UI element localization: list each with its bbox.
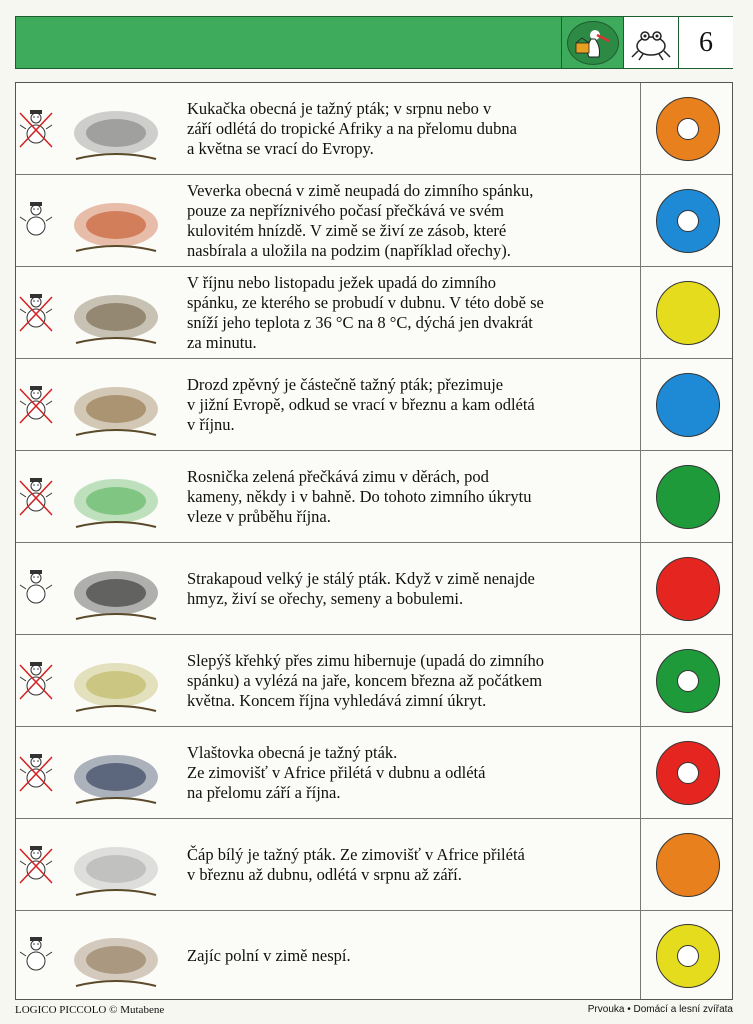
color-ring[interactable] (656, 741, 720, 805)
animal-row (16, 83, 732, 175)
animal-table (15, 82, 733, 1000)
swallow-icon (56, 733, 186, 818)
animal-row (16, 819, 732, 911)
frog-header-box (623, 17, 678, 68)
animal-row (16, 635, 732, 727)
ring-hole (677, 118, 699, 140)
crossed-snowman-icon (18, 475, 54, 519)
page-number: 6 (678, 17, 733, 68)
animal-description: Zajíc polní v zimě nespí. (187, 946, 351, 965)
animal-description: Kukačka obecná je tažný pták; v srpnu nebo v září odlétá do tropické Afriky a na přelomu dubna a května se vrací do Evropy. (187, 99, 517, 158)
stork-badge-box (561, 17, 623, 68)
snowman-icon (18, 567, 54, 611)
woodpecker-icon (56, 549, 186, 634)
animal-row (16, 175, 732, 267)
frog-icon (56, 457, 186, 542)
ring-hole (677, 945, 699, 967)
subject-footer: Prvouka • Domácí a lesní zvířata (587, 1004, 733, 1015)
ring-hole (677, 762, 699, 784)
stork-icon (56, 825, 186, 910)
color-ring[interactable] (656, 465, 720, 529)
snowman-icon (18, 199, 54, 243)
ring-hole (677, 210, 699, 232)
squirrel-icon (56, 181, 186, 266)
animal-description: Strakapoud velký je stálý pták. Když v zimě nenajde hmyz, živí se ořechy, semeny a bobulemi. (187, 569, 535, 608)
color-ring[interactable] (656, 649, 720, 713)
animal-row (16, 451, 732, 543)
publisher-footer: LOGICO PICCOLO © Mutabene (15, 1004, 165, 1016)
animal-row (16, 727, 732, 819)
color-ring[interactable] (656, 833, 720, 897)
animal-row (16, 911, 732, 1001)
animal-description: Drozd zpěvný je částečně tažný pták; přezimuje v jižní Evropě, odkud se vrací v březnu a kam odlétá v říjnu. (187, 375, 535, 434)
ring-hole (677, 670, 699, 692)
hare-icon (56, 916, 186, 1001)
color-ring[interactable] (656, 924, 720, 988)
frog-icon (629, 24, 673, 62)
animal-description: Vlaštovka obecná je tažný pták. Ze zimovišť v Africe přilétá v dubnu a odlétá na přelomu září a října. (187, 743, 486, 802)
page-header (15, 16, 733, 69)
animal-description: Veverka obecná v zimě neupadá do zimního spánku, pouze za nepříznivého počasí přečkává ve svém kulovitém hnízdě. V zimě se živí ze zásob, které nasbírala a uložila na podzim (například ořechy). (187, 181, 534, 260)
animal-description: Rosnička zelená přečkává zimu v děrách, pod kameny, někdy i v bahně. Do tohoto zimního úkrytu vleze v průběhu října. (187, 467, 532, 526)
color-ring[interactable] (656, 557, 720, 621)
slowworm-icon (56, 641, 186, 726)
crossed-snowman-icon (18, 843, 54, 887)
thrush-icon (56, 365, 186, 450)
crossed-snowman-icon (18, 751, 54, 795)
animal-row (16, 543, 732, 635)
animal-description: V říjnu nebo listopadu ježek upadá do zimního spánku, ze kterého se probudí v dubnu. V této době se sníží jeho teplota z 36 °C na 8 °C, dýchá jen dvakrát za minutu. (187, 273, 544, 352)
animal-description: Slepýš křehký přes zimu hibernuje (upadá do zimního spánku) a vylézá na jaře, koncem března až počátkem května. Koncem října vyhledává zimní úkryt. (187, 651, 544, 710)
hedgehog-icon (56, 273, 186, 358)
color-ring[interactable] (656, 373, 720, 437)
stork-icon (567, 21, 619, 65)
snowman-icon (18, 934, 54, 978)
animal-row (16, 267, 732, 359)
animal-description: Čáp bílý je tažný pták. Ze zimovišť v Africe přilétá v březnu až dubnu, odlétá v srpnu až září. (187, 845, 525, 884)
animal-row (16, 359, 732, 451)
color-ring[interactable] (656, 189, 720, 253)
crossed-snowman-icon (18, 383, 54, 427)
crossed-snowman-icon (18, 659, 54, 703)
cuckoo-icon (56, 89, 186, 174)
color-ring[interactable] (656, 97, 720, 161)
crossed-snowman-icon (18, 107, 54, 151)
crossed-snowman-icon (18, 291, 54, 335)
color-ring[interactable] (656, 281, 720, 345)
